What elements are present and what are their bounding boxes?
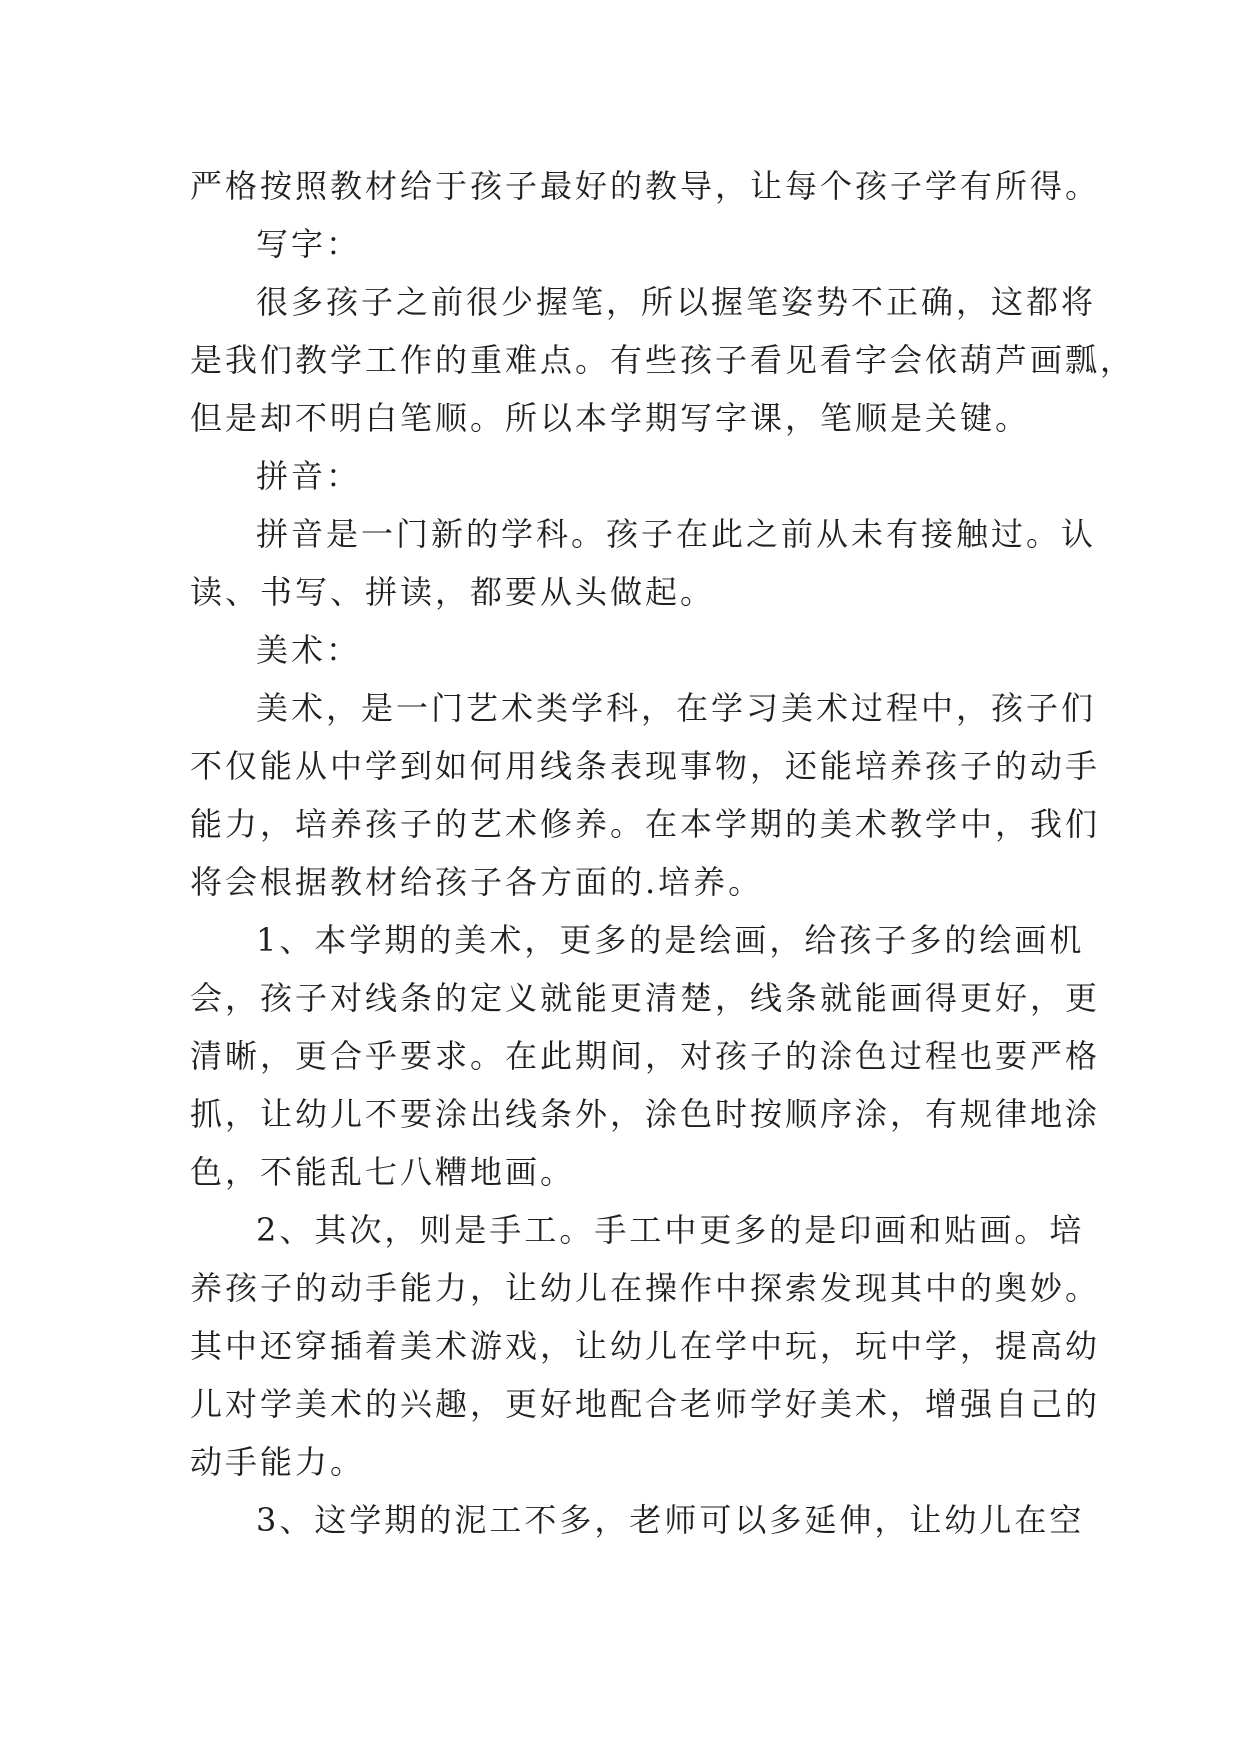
- body-text-line: 读、书写、拼读，都要从头做起。: [190, 573, 716, 611]
- body-text-line: 拼音是一门新的学科。孩子在此之前从未有接触过。认: [256, 515, 1097, 553]
- body-text-line: 清晰，更合乎要求。在此期间，对孩子的涂色过程也要严格: [190, 1037, 1101, 1075]
- body-text-line: 儿对学美术的兴趣，更好地配合老师学好美术，增强自己的: [190, 1385, 1101, 1423]
- body-text-line: 其中还穿插着美术游戏，让幼儿在学中玩，玩中学，提高幼: [190, 1327, 1101, 1365]
- list-item-2: 2、其次，则是手工。手工中更多的是印画和贴画。培: [256, 1211, 1085, 1249]
- body-text-line: 不仅能从中学到如何用线条表现事物，还能培养孩子的动手: [190, 747, 1101, 785]
- body-text-line: 但是却不明白笔顺。所以本学期写字课，笔顺是关键。: [190, 399, 1031, 437]
- list-item-1: 1、本学期的美术，更多的是绘画，给孩子多的绘画机: [256, 921, 1085, 959]
- body-text-line: 将会根据教材给孩子各方面的.培养。: [190, 863, 764, 901]
- body-text-line: 是我们教学工作的重难点。有些孩子看见看字会依葫芦画瓢，: [190, 341, 1136, 379]
- body-text-line: 养孩子的动手能力，让幼儿在操作中探索发现其中的奥妙。: [190, 1269, 1101, 1307]
- section-heading-art: 美术：: [256, 631, 362, 669]
- body-text-line: 能力，培养孩子的艺术修养。在本学期的美术教学中，我们: [190, 805, 1101, 843]
- body-text-line: 动手能力。: [190, 1443, 366, 1481]
- body-text-line: 很多孩子之前很少握笔，所以握笔姿势不正确，这都将: [256, 283, 1097, 321]
- body-text-line: 美术，是一门艺术类学科，在学习美术过程中，孩子们: [256, 689, 1097, 727]
- body-text-line: 抓，让幼儿不要涂出线条外，涂色时按顺序涂，有规律地涂: [190, 1095, 1101, 1133]
- body-text-line: 会，孩子对线条的定义就能更清楚，线条就能画得更好，更: [190, 979, 1101, 1017]
- list-item-3: 3、这学期的泥工不多，老师可以多延伸，让幼儿在空: [256, 1501, 1085, 1539]
- section-heading-pinyin: 拼音：: [256, 457, 362, 495]
- body-text-line: 严格按照教材给于孩子最好的教导，让每个孩子学有所得。: [190, 167, 1101, 205]
- body-text-line: 色，不能乱七八糟地画。: [190, 1153, 576, 1191]
- section-heading-writing: 写字：: [256, 225, 362, 263]
